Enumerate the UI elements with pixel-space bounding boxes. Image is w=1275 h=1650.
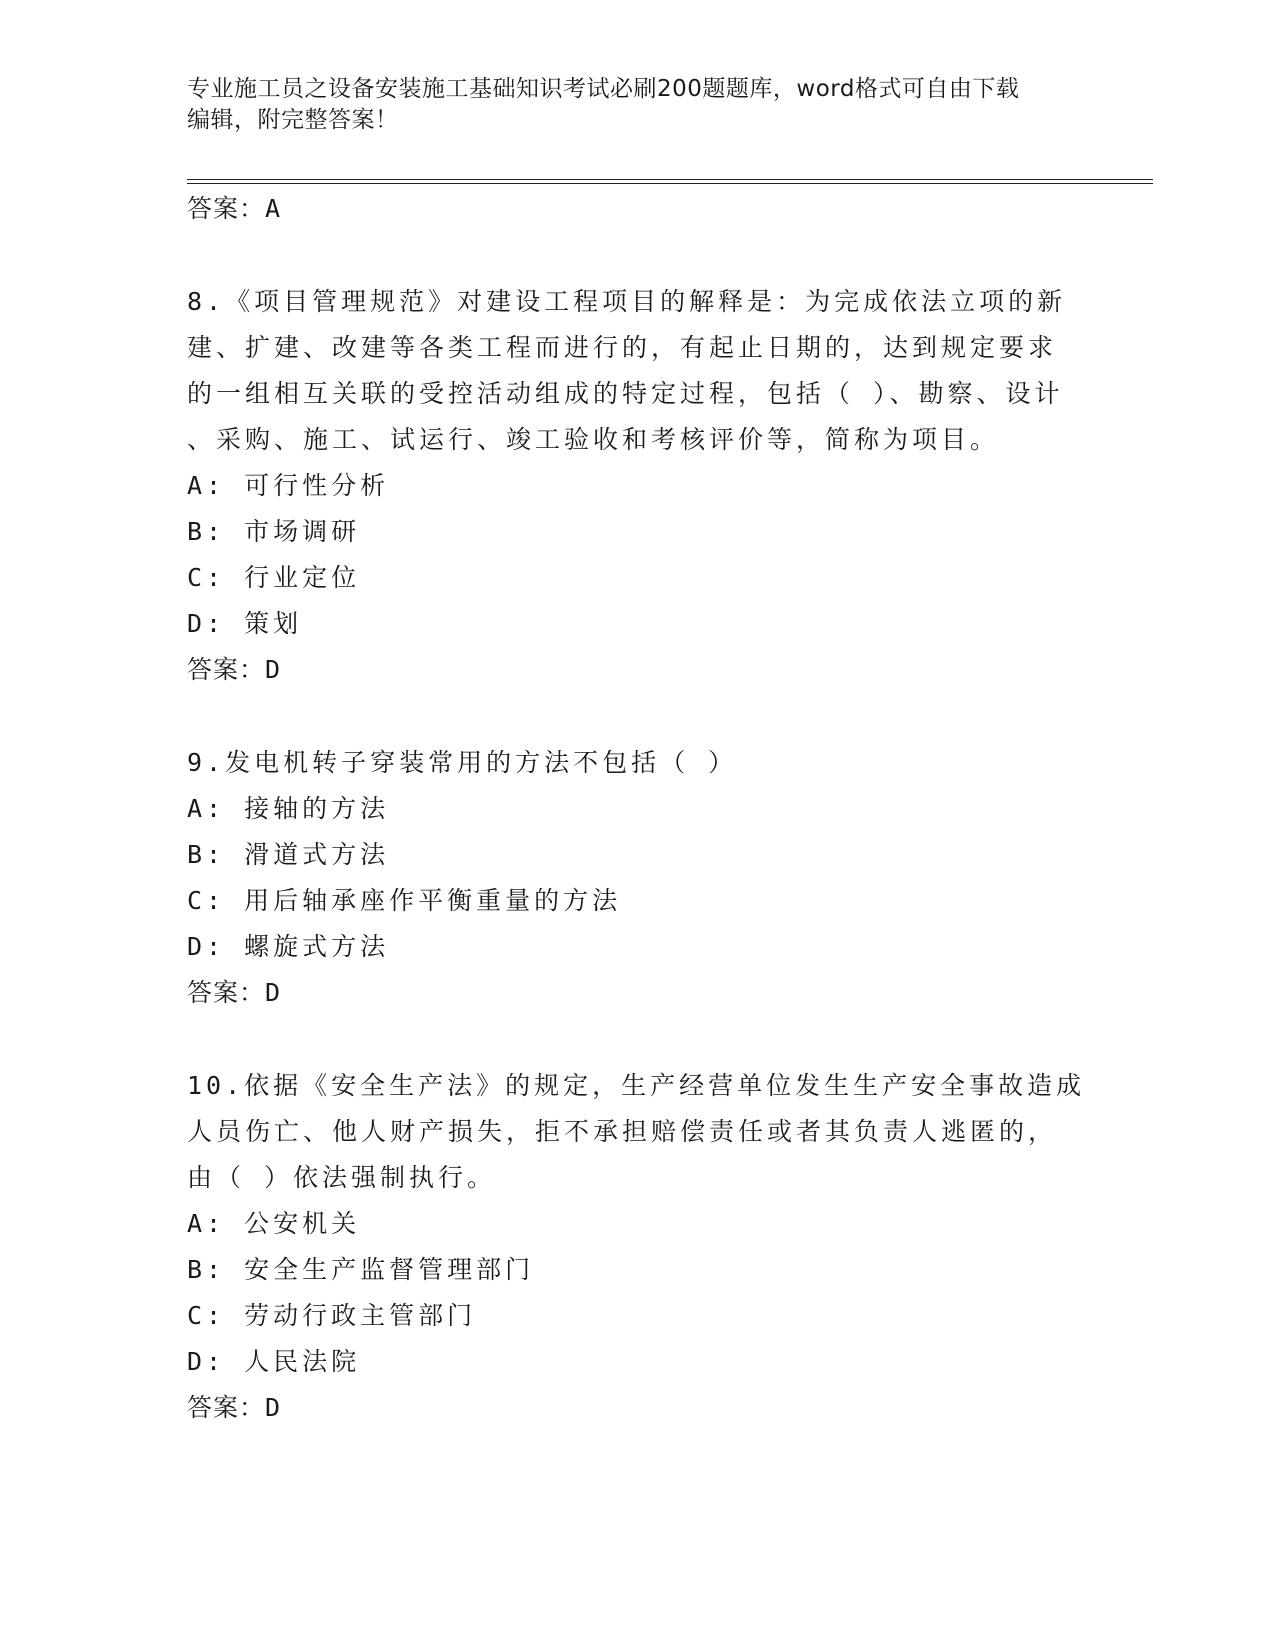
option-a: A: 公安机关 [187,1209,361,1238]
question-stem-line: 、采购、施工、试运行、竣工验收和考核评价等，简称为项目。 [187,425,1000,454]
question-block [187,740,1087,1016]
header-divider-top [187,179,1153,180]
header-divider-bottom [187,183,1153,184]
option-a: A: 可行性分析 [187,471,390,500]
option-d: D: 螺旋式方法 [187,932,390,961]
question-stem-line: 由（ ）依法强制执行。 [187,1163,497,1192]
question-stem-line: 人员伤亡、他人财产损失，拒不承担赔偿责任或者其负责人逃匿的， [187,1117,1058,1146]
question-stem-line: 建、扩建、改建等各类工程而进行的，有起止日期的，达到规定要求 [187,333,1058,362]
answer-line: 答案：D [187,978,282,1007]
header-line-1: 专业施工员之设备安装施工基础知识考试必刷200题题库，word格式可自由下载 [187,76,1020,102]
option-b: B: 滑道式方法 [187,840,390,869]
spacer [187,693,1087,740]
option-c: C: 用后轴承座作平衡重量的方法 [187,886,622,915]
option-d: D: 策划 [187,609,303,638]
option-a: A: 接轴的方法 [187,794,390,823]
question-stem-line: 8.《项目管理规范》对建设工程项目的解释是：为完成依法立项的新 [187,287,1067,316]
question-stem-line: 9.发电机转子穿装常用的方法不包括（ ） [187,748,738,777]
page-header [187,74,1067,136]
spacer [187,1016,1087,1063]
header-line-2: 编辑，附完整答案！ [187,107,399,133]
answer-line: 答案：D [187,1393,282,1422]
question-content [187,186,1087,1431]
spacer [187,232,1087,279]
option-c: C: 劳动行政主管部门 [187,1301,477,1330]
question-block [187,1063,1087,1431]
answer-line: 答案：D [187,655,282,684]
question-block [187,279,1087,693]
question-stem-line: 的一组相互关联的受控活动组成的特定过程，包括（ ）、勘察、设计 [187,379,1064,408]
option-b: B: 安全生产监督管理部门 [187,1255,535,1284]
option-d: D: 人民法院 [187,1347,361,1376]
option-b: B: 市场调研 [187,517,361,546]
previous-answer: 答案：A [187,194,282,223]
question-stem-line: 10.依据《安全生产法》的规定，生产经营单位发生生产安全事故造成 [187,1071,1086,1100]
option-c: C: 行业定位 [187,563,361,592]
